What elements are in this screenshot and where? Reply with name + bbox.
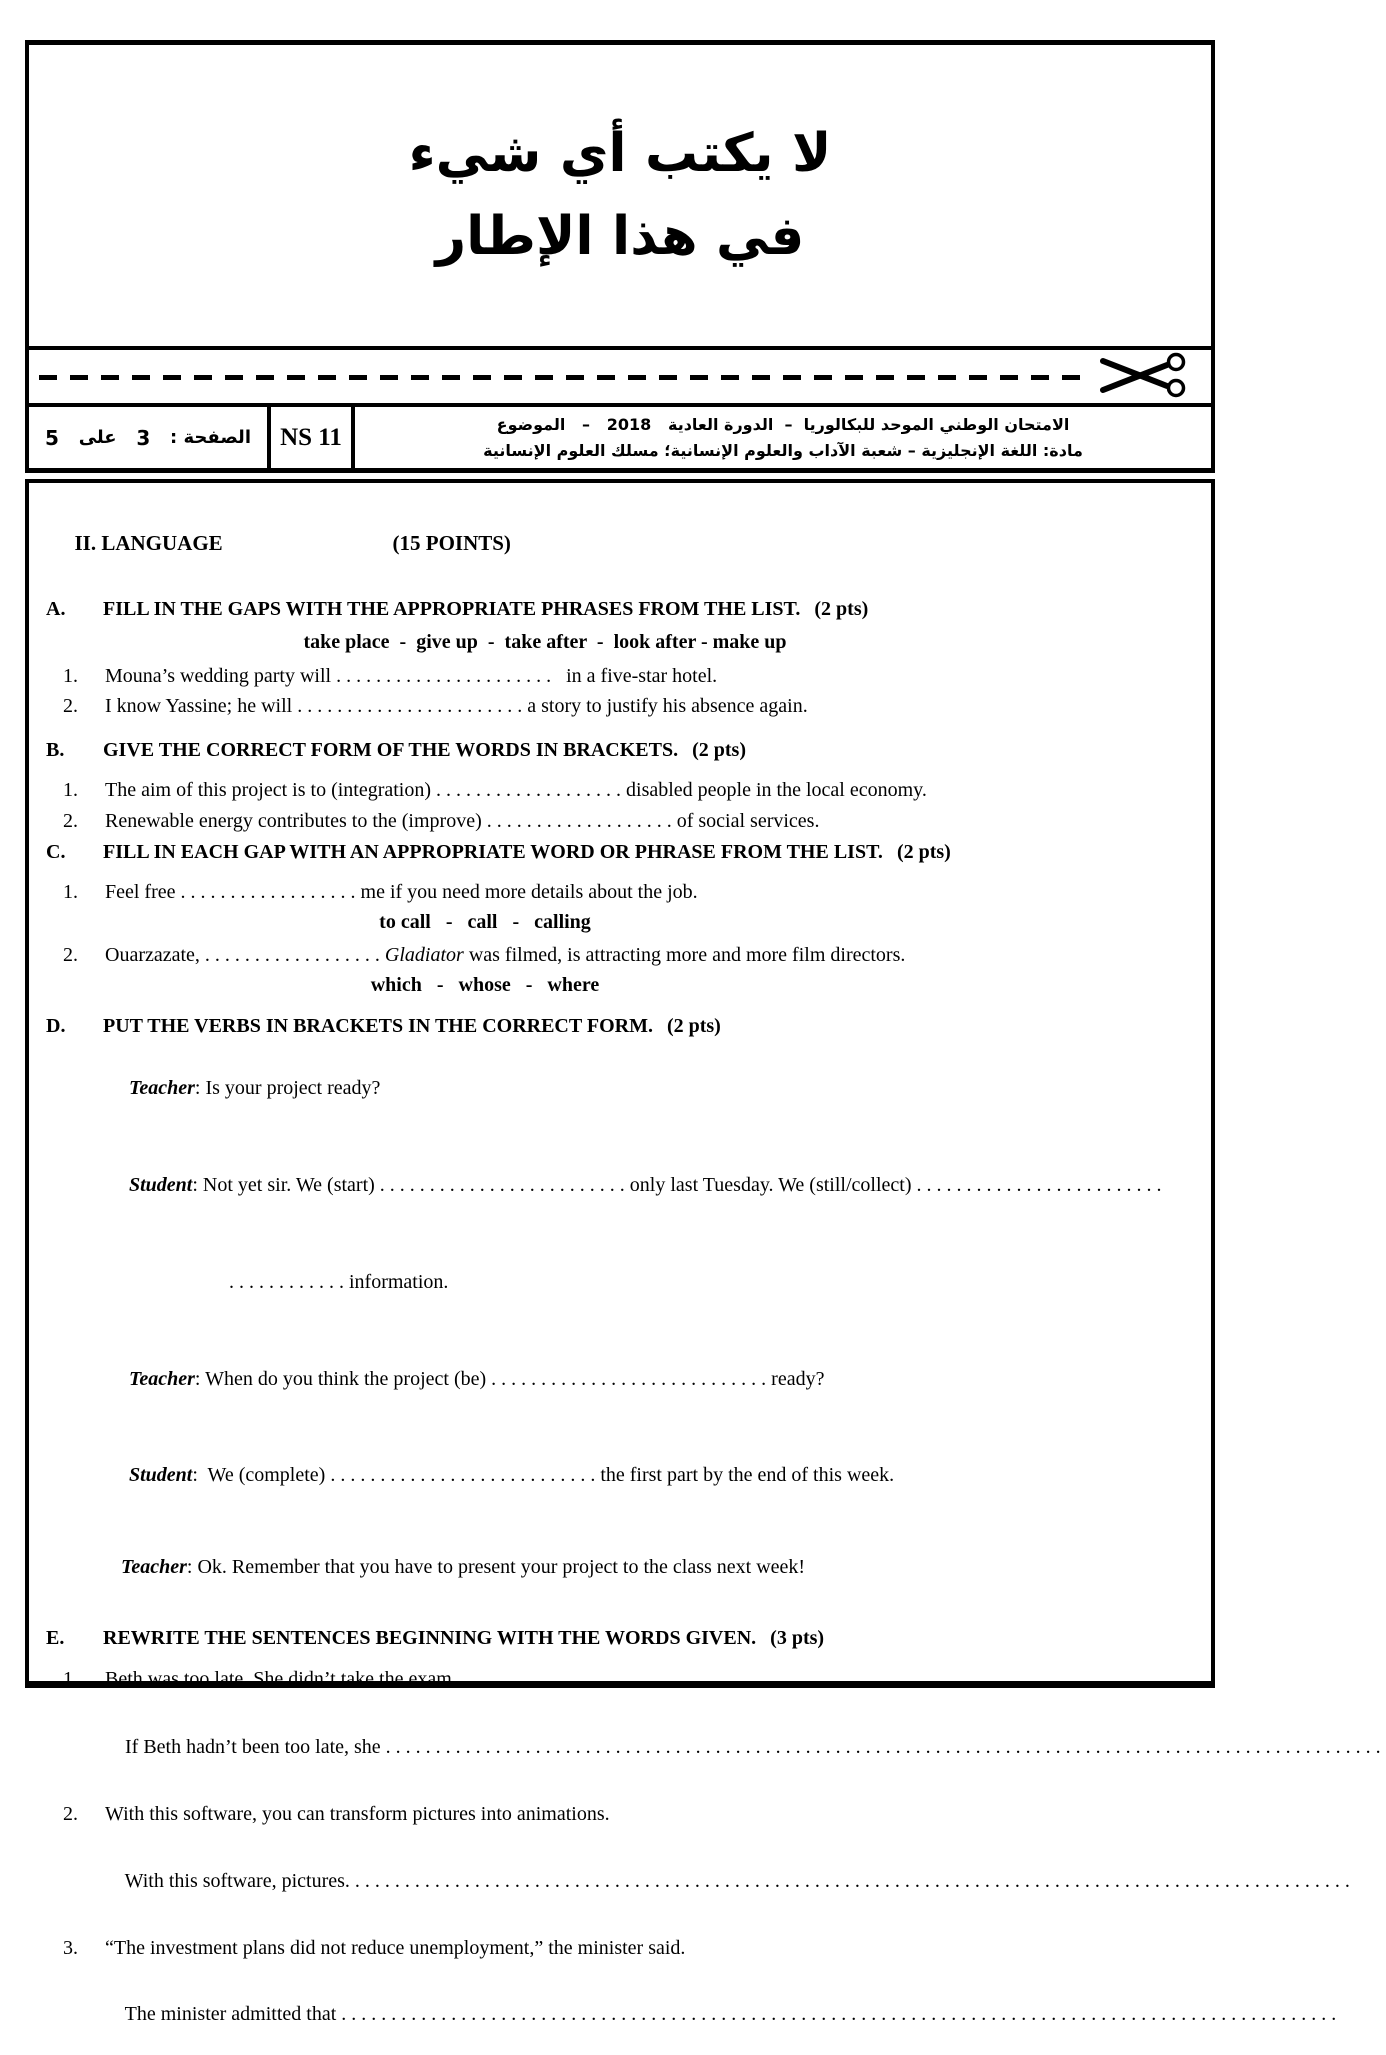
speaker-name: Student [129, 1464, 193, 1486]
item-e2-sentence: 2. With this software, you can transform pictures into animations. [43, 1801, 1197, 1828]
section-heading-a-text: FILL IN THE GAPS WITH THE APPROPRIATE PHRASES FROM THE LIST. [103, 598, 801, 620]
exam-header-bar [29, 403, 1211, 473]
section-d-points: (2 pts) [666, 1015, 721, 1037]
item-c2-text: Ouarzazate, . . . . . . . . . . . . . . . . . . Gladiator was filmed, is attracting more and more film directors. [105, 944, 906, 966]
item-a1-number: 1. [63, 665, 78, 687]
item-a2-text: I know Yassine; he will . . . . . . . . . . . . . . . . . . . . . . . a story to justify his absence again. [105, 695, 808, 717]
section-heading-d [43, 1013, 1197, 1040]
section-b-points: (2 pts) [692, 739, 746, 761]
page-number-cell [29, 407, 271, 468]
gap-dots: . . . . . . . . . . . . . . . . . . . . . . [336, 665, 557, 687]
item-b1-number: 1. [63, 779, 78, 801]
no-write-frame [29, 40, 1211, 350]
item-b2 [43, 808, 1197, 835]
item-a1 [43, 663, 1197, 690]
section-heading-c [43, 839, 1197, 866]
item-e2-number: 2. [63, 1803, 78, 1825]
section-letter-b: B. [46, 739, 65, 761]
word-list-c1: to call - call - calling [379, 911, 591, 933]
gap-dots: . . . . . . . . . . . . . . . . . . . . . . . . . [379, 1174, 630, 1196]
exam-info-line-1: الامتحان الوطني الموحد للبكالوريا – الدورة العادية 2018 – الموضوع [496, 414, 1070, 434]
item-c1-text: Feel free . . . . . . . . . . . . . . . . . . me if you need more details about the job. [105, 881, 698, 903]
language-section-box [25, 479, 1386, 2025]
item-e3-sentence: 3. “The investment plans did not reduce unemployment,” the minister said. [43, 1935, 1197, 1962]
item-a2 [43, 693, 1197, 720]
page-total: 5 [45, 425, 59, 450]
word-list-c2: which - whose - where [370, 974, 600, 996]
exam-info-cell [355, 407, 1211, 468]
dialogue-student-1: Student: Not yet sir. We (start) . . . . . . . . . . . . . . . . . . . . . . . . . only last Tuesday. We (still/collect) . . . . . . . . . . . . . . . . . . . . . . . . . [129, 1174, 1162, 1196]
section-points: (15 POINTS) [392, 531, 511, 555]
item-c2-number: 2. [63, 944, 78, 966]
item-b2-text: Renewable energy contributes to the (improve) . . . . . . . . . . . . . . . . . . . of social services. [105, 810, 820, 832]
scissors-icon [1097, 352, 1189, 398]
dialogue-teacher-1: Teacher: Is your project ready? [129, 1077, 381, 1099]
warning-text-line-2: في هذا الإطار [435, 205, 805, 267]
section-heading-b [43, 737, 1197, 764]
item-c2 [43, 942, 1197, 969]
page-current: 3 [136, 425, 151, 450]
upper-header-block [25, 40, 1215, 473]
section-letter-a: A. [46, 598, 66, 620]
speaker-name: Student [129, 1174, 193, 1196]
gap-dots: . . . . . . . . . . . . . . . . . . . [486, 810, 677, 832]
section-c-points: (2 pts) [896, 841, 951, 863]
section-a-points: (2 pts) [814, 598, 869, 620]
item-a1-text: Mouna’s wedding party will . . . . . . . . . . . . . . . . . . . . . . in a five-star hotel. [105, 665, 718, 687]
item-e1-rewrite: If Beth hadn’t been too late, she . . . . . . . . . . . . . . . . . . . . . . . . . . . . . . . . . . . . . . . . . . . . . . . . . . . . . . . . . . . . . . . . . . . . . . . . . . . . . . . . . . . . . . . . . . . . . . . . . . . . [125, 1736, 1386, 1758]
item-a2-number: 2. [63, 695, 78, 717]
exam-info-line-2: مادة: اللغة الإنجليزية – شعبة الآداب والعلوم الإنسانية؛ مسلك العلوم الإنسانية [483, 440, 1083, 460]
gap-dots: . . . . . . . . . . . . . . . . . . [204, 944, 385, 966]
section-heading-a [43, 596, 1197, 623]
section-letter-e: E. [46, 1627, 65, 1649]
answer-dots: . . . . . . . . . . . . . . . . . . . . . . . . . . . . . . . . . . . . . . . . . . . . . . . . . . . . . . . . . . . . . . . . . . . . . . . . . . . . . . . . . . . . . . . . . . . . . . . . . . . . [385, 1736, 1386, 1758]
answer-dots: . . . . . . . . . . . . . . . . . . . . . . . . . . . . . . . . . . . . . . . . . . . . . . . . . . . . . . . . . . . . . . . . . . . . . . . . . . . . . . . . . . . . . . . . . . . . . . . . . . . . [341, 2003, 1342, 2025]
dialogue-student-2: Student: We (complete) . . . . . . . . . . . . . . . . . . . . . . . . . . . the first part by the end of this week. [129, 1464, 895, 1486]
gap-dots: . . . . . . . . . . . . . . . . . . . . . . . . . [916, 1174, 1162, 1196]
item-c1 [43, 879, 1197, 906]
warning-text-line-1: لا يكتب أي شيء [408, 123, 832, 185]
cut-here-strip [29, 350, 1211, 403]
gap-dots: . . . . . . . . . . . . . . . . . . . . . . . . . . . [330, 1464, 601, 1486]
gap-dots: . . . . . . . . . . . . . . . . . . [180, 881, 361, 903]
item-b2-number: 2. [63, 810, 78, 832]
section-letter-c: C. [46, 841, 66, 863]
item-e1-sentence: 1. Beth was too late. She didn’t take the exam. [43, 1666, 1197, 1693]
section-title-row [43, 503, 1197, 584]
speaker-name: Teacher [129, 1077, 195, 1099]
item-e2-rewrite: With this software, pictures. . . . . . . . . . . . . . . . . . . . . . . . . . . . . . . . . . . . . . . . . . . . . . . . . . . . . . . . . . . . . . . . . . . . . . . . . . . . . . . . . . . . . . . . . . . . . . . . . . . . . [124, 1870, 1355, 1892]
exam-ref-code: NS 11 [271, 407, 355, 468]
section-title: II. LANGUAGE [74, 531, 223, 555]
item-e3-rewrite: The minister admitted that . . . . . . . . . . . . . . . . . . . . . . . . . . . . . . . . . . . . . . . . . . . . . . . . . . . . . . . . . . . . . . . . . . . . . . . . . . . . . . . . . . . . . . . . . . . . . . . . . . . . [124, 2003, 1342, 2025]
item-e3-number: 3. [63, 1937, 78, 1959]
section-heading-e-text: REWRITE THE SENTENCES BEGINNING WITH THE WORDS GIVEN. [103, 1627, 757, 1649]
gap-dots: . . . . . . . . . . . . . . . . . . . . . . . [297, 695, 528, 717]
gap-dots: . . . . . . . . . . . . [229, 1271, 349, 1293]
item-b1-text: The aim of this project is to (integration) . . . . . . . . . . . . . . . . . . . disabled people in the local economy. [105, 779, 927, 801]
word-list-a: take place - give up - take after - look after - make up [303, 631, 787, 653]
section-heading-e [43, 1625, 1197, 1652]
item-e1-number: 1. [63, 1668, 78, 1690]
item-c1-number: 1. [63, 881, 78, 903]
gap-dots: . . . . . . . . . . . . . . . . . . . . . . . . . . . . [491, 1368, 772, 1390]
dialogue-student-1-continued: . . . . . . . . . . . . information. [229, 1271, 449, 1293]
section-e-points: (3 pts) [770, 1627, 825, 1649]
section-heading-d-text: PUT THE VERBS IN BRACKETS IN THE CORRECT FORM. [103, 1015, 653, 1037]
section-heading-c-text: FILL IN EACH GAP WITH AN APPROPRIATE WORD OR PHRASE FROM THE LIST. [103, 841, 883, 863]
speaker-name: Teacher [121, 1556, 187, 1578]
section-heading-b-text: GIVE THE CORRECT FORM OF THE WORDS IN BRACKETS. [103, 739, 679, 761]
page-of-word: على [78, 427, 117, 448]
dialogue-teacher-2: Teacher: When do you think the project (be) . . . . . . . . . . . . . . . . . . . . . . . . . . . . ready? [129, 1368, 825, 1390]
cut-dashed-line [39, 375, 1091, 380]
speaker-name: Teacher [129, 1368, 195, 1390]
answer-dots: . . . . . . . . . . . . . . . . . . . . . . . . . . . . . . . . . . . . . . . . . . . . . . . . . . . . . . . . . . . . . . . . . . . . . . . . . . . . . . . . . . . . . . . . . . . . . . . . . . . . [354, 1870, 1355, 1892]
page-label: الصفحة : [170, 427, 251, 448]
movie-title-italic: Gladiator [384, 944, 464, 966]
section-letter-d: D. [46, 1015, 66, 1037]
item-b1 [43, 777, 1197, 804]
gap-dots: . . . . . . . . . . . . . . . . . . . [436, 779, 627, 801]
dialogue-teacher-3: Teacher: Ok. Remember that you have to present your project to the class next week! [121, 1556, 806, 1578]
